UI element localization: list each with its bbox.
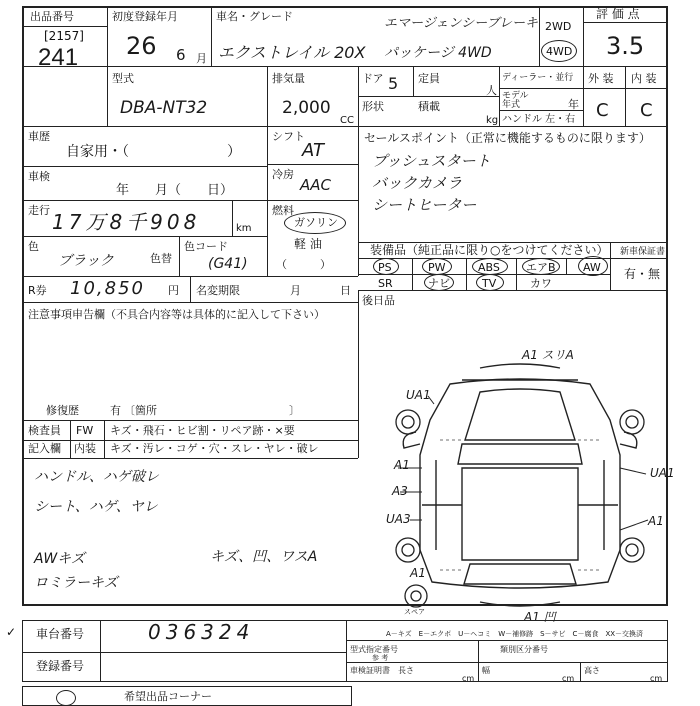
mileage-value: 17万8千908 bbox=[52, 210, 201, 234]
exterior-label: 外 装 bbox=[588, 72, 614, 85]
inspection-value: 年 月（ 日） bbox=[116, 183, 234, 198]
rule bbox=[583, 22, 668, 23]
inspector-label-bottom: 記入欄 bbox=[28, 442, 61, 455]
class-number-label: 類別区分番号 bbox=[500, 645, 548, 654]
rule bbox=[22, 166, 268, 167]
rule bbox=[22, 652, 346, 653]
equip-sr: SR bbox=[378, 277, 393, 290]
equip-circle bbox=[476, 274, 504, 291]
width-label: 幅 bbox=[482, 666, 490, 675]
ref-label-1: 参 考 bbox=[372, 654, 389, 662]
km-unit: km bbox=[236, 223, 252, 234]
bottom-text: 希望出品コーナー bbox=[124, 690, 212, 703]
check-mark: ✓ bbox=[6, 625, 17, 639]
shift-label: シフト bbox=[272, 130, 305, 143]
reg-month: 6 bbox=[176, 46, 186, 64]
shift-value: AT bbox=[302, 140, 324, 161]
color-code-value: (G41) bbox=[208, 256, 248, 272]
length-label: 長さ bbox=[398, 666, 414, 675]
rule bbox=[107, 6, 108, 126]
rule bbox=[100, 620, 101, 682]
inspector-line-3b: キズ、凹、ワスA bbox=[210, 549, 318, 565]
name-change-month: 月 bbox=[290, 284, 301, 297]
dealer-label: ディーラー・並行 bbox=[502, 73, 574, 83]
rule bbox=[267, 126, 268, 276]
chassis-label: 車台番号 bbox=[36, 627, 85, 641]
recycle-amount: 10,850 bbox=[70, 278, 145, 299]
rule bbox=[466, 258, 467, 290]
diag-left-2: A1 bbox=[394, 458, 410, 472]
rule bbox=[610, 242, 611, 290]
rule bbox=[580, 662, 581, 682]
rule bbox=[358, 290, 668, 291]
recycle-label: R券 bbox=[28, 284, 47, 297]
fuel-gas: ガソリン bbox=[294, 216, 338, 229]
warranty-value: 有・無 bbox=[624, 267, 661, 281]
score-label: 評 価 点 bbox=[596, 7, 640, 21]
yen-unit: 円 bbox=[168, 284, 179, 297]
equip-navi: ナビ bbox=[428, 277, 450, 290]
capacity-unit: 人 bbox=[486, 84, 497, 97]
rule bbox=[22, 66, 668, 67]
rule bbox=[346, 662, 668, 663]
equip-abs: ABS bbox=[478, 261, 500, 274]
equip-leather: カワ bbox=[530, 277, 552, 290]
inspection-label: 車検 bbox=[28, 170, 50, 183]
color-label: 色 bbox=[28, 240, 39, 253]
first-reg-label: 初度登録年月 bbox=[112, 10, 178, 23]
name-change-label: 名変期限 bbox=[196, 284, 240, 297]
reg-year: 26 bbox=[126, 32, 157, 60]
repair-value: 有 bbox=[110, 404, 121, 417]
repair-place: 〔箇所 〕 bbox=[124, 404, 300, 417]
color-code-label: 色コード bbox=[184, 240, 228, 253]
rule bbox=[22, 26, 107, 27]
equip-aw: AW bbox=[583, 261, 601, 274]
sales-line-2: バックカメラ bbox=[372, 174, 463, 192]
rule bbox=[566, 258, 567, 274]
drive-4wd: 4WD bbox=[546, 45, 573, 58]
diag-left-1: UA1 bbox=[406, 388, 431, 402]
rule bbox=[625, 66, 626, 126]
doors-label: ドア bbox=[362, 72, 384, 85]
color-swap-label: 色替 bbox=[150, 252, 172, 265]
rule bbox=[70, 420, 71, 458]
rule bbox=[232, 200, 233, 236]
rule bbox=[516, 258, 517, 290]
cert-label: 車検証明書 bbox=[350, 666, 390, 675]
grade-line-1: エマージェンシーブレーキ bbox=[384, 16, 538, 31]
rule bbox=[412, 258, 413, 290]
warranty-label: 新車保証書 bbox=[620, 247, 666, 257]
fw-label: FW bbox=[76, 424, 94, 437]
rule bbox=[499, 66, 500, 126]
type-number-label: 型式指定番号 bbox=[350, 645, 398, 654]
inspector-line-1: ハンドル、ハゲ破レ bbox=[34, 469, 159, 485]
notes-label: 注意事項申告欄（不具合内容等は具体的に記入して下さい） bbox=[28, 308, 325, 321]
rule bbox=[22, 236, 268, 237]
equip-circle bbox=[373, 258, 399, 275]
height-label: 高さ bbox=[584, 666, 600, 675]
length-cm: cm bbox=[462, 674, 475, 683]
chassis-value: 036324 bbox=[148, 620, 255, 644]
interior-score: C bbox=[640, 100, 653, 121]
model-value: DBA-NT32 bbox=[120, 98, 208, 118]
history-label: 車歴 bbox=[28, 130, 50, 143]
equip-circle bbox=[424, 274, 454, 291]
rule bbox=[179, 236, 180, 276]
rule bbox=[346, 620, 347, 682]
bottom-circle bbox=[56, 690, 76, 706]
sales-label: セールスポイント（正常に機能するものに限ります） bbox=[364, 131, 651, 145]
rule bbox=[22, 440, 358, 441]
equip-pw: PW bbox=[428, 261, 446, 274]
lot-number: 241 bbox=[38, 44, 79, 71]
rule bbox=[358, 126, 359, 276]
year-unit: 年 bbox=[568, 98, 579, 111]
ac-value: AAC bbox=[300, 176, 331, 194]
sales-line-1: プッシュスタート bbox=[372, 152, 491, 170]
equip-circle bbox=[578, 256, 608, 276]
inspector-line-2: シート、ハゲ、ヤレ bbox=[34, 499, 158, 515]
rule bbox=[190, 276, 191, 302]
lot-code: [2157] bbox=[44, 29, 84, 43]
displacement-label: 排気量 bbox=[272, 72, 305, 85]
fuel-label: 燃料 bbox=[272, 204, 294, 217]
fuel-other: （ ） bbox=[276, 258, 331, 271]
rule bbox=[22, 302, 358, 303]
cc-unit: CC bbox=[340, 115, 354, 126]
grade-line-2: パッケージ 4WD bbox=[384, 45, 492, 61]
rule bbox=[539, 6, 540, 66]
load-label: 積載 bbox=[418, 100, 440, 113]
rule bbox=[22, 420, 358, 421]
inspector-line-3: AWキズ bbox=[34, 551, 85, 567]
diag-left-4: UA3 bbox=[386, 512, 411, 526]
diag-spare: スペア bbox=[404, 608, 425, 616]
car-name: エクストレイル 20X bbox=[218, 43, 366, 62]
diag-bottom: A1 凹 bbox=[524, 610, 556, 624]
rule bbox=[499, 88, 583, 89]
rule bbox=[267, 66, 268, 126]
rule bbox=[358, 96, 499, 97]
diag-right-1: UA1 bbox=[650, 466, 675, 480]
ac-label: 冷房 bbox=[272, 168, 294, 181]
doors-value: 5 bbox=[388, 74, 399, 93]
diag-right-2: A1 bbox=[648, 514, 664, 528]
handle-label: ハンドル 左・右 bbox=[502, 114, 576, 125]
sales-line-3: シートヒーター bbox=[372, 196, 477, 214]
diag-bottom-left: A1 bbox=[410, 566, 426, 580]
fw-text: キズ・飛石・ヒビ割・リペア跡・×要 bbox=[110, 424, 295, 437]
equip-circle bbox=[422, 258, 452, 275]
rule bbox=[104, 420, 105, 458]
equip-circle bbox=[522, 258, 560, 275]
kg-unit: kg bbox=[486, 115, 499, 126]
mileage-label: 走行 bbox=[28, 204, 50, 217]
history-value: 自家用・（ ） bbox=[66, 144, 241, 160]
rule bbox=[583, 6, 584, 126]
inspector-line-4: ロミラーキズ bbox=[34, 575, 118, 591]
car-name-label: 車名・グレード bbox=[216, 10, 293, 23]
after-date-label: 後日品 bbox=[362, 294, 395, 307]
fuel-diesel: 軽 油 bbox=[294, 237, 322, 251]
diag-left-3: A3 bbox=[392, 484, 408, 498]
color-value: ブラック bbox=[58, 253, 114, 269]
score-value: 3.5 bbox=[606, 32, 645, 60]
diag-top: A1 スリA bbox=[522, 348, 574, 362]
rule bbox=[22, 458, 358, 459]
rule bbox=[478, 640, 479, 682]
model-label: 型式 bbox=[112, 72, 134, 85]
equip-tv: TV bbox=[482, 277, 497, 290]
capacity-label: 定員 bbox=[418, 72, 440, 85]
width-cm: cm bbox=[562, 674, 575, 683]
interior-label: 内 装 bbox=[631, 72, 657, 85]
shape-label: 形状 bbox=[362, 100, 384, 113]
rule bbox=[358, 290, 359, 458]
model-year-label: モデル年式 bbox=[502, 91, 529, 110]
height-cm: cm bbox=[650, 674, 663, 683]
equip-circle bbox=[472, 258, 508, 275]
equip-ps: PS bbox=[378, 261, 392, 274]
equip-airbag: エアB bbox=[526, 261, 556, 274]
name-change-day: 日 bbox=[340, 284, 351, 297]
equipment-label: 装備品（純正品に限り○をつけてください） bbox=[370, 243, 609, 257]
reg-number-label: 登録番号 bbox=[36, 659, 85, 673]
displacement-value: 2,000 bbox=[282, 98, 331, 118]
rule bbox=[267, 200, 358, 201]
rule bbox=[413, 66, 414, 96]
interior-check-text: キズ・汚レ・コゲ・穴・スレ・ヤレ・破レ bbox=[110, 442, 319, 455]
lot-label: 出品番号 bbox=[30, 10, 74, 23]
drive-2wd: 2WD bbox=[545, 20, 572, 33]
inspector-label-top: 検査員 bbox=[28, 424, 61, 437]
repair-label: 修復歴 bbox=[46, 404, 79, 417]
interior-check-label: 内装 bbox=[74, 442, 96, 455]
rule bbox=[211, 6, 212, 66]
rule bbox=[267, 164, 358, 165]
exterior-score: C bbox=[596, 100, 609, 121]
month-unit: 月 bbox=[196, 52, 207, 65]
damage-legend: A－キズ E－エクボ U－ヘコミ W－補修跡 S－サビ C－腐食 XX－交換済 bbox=[386, 630, 644, 638]
